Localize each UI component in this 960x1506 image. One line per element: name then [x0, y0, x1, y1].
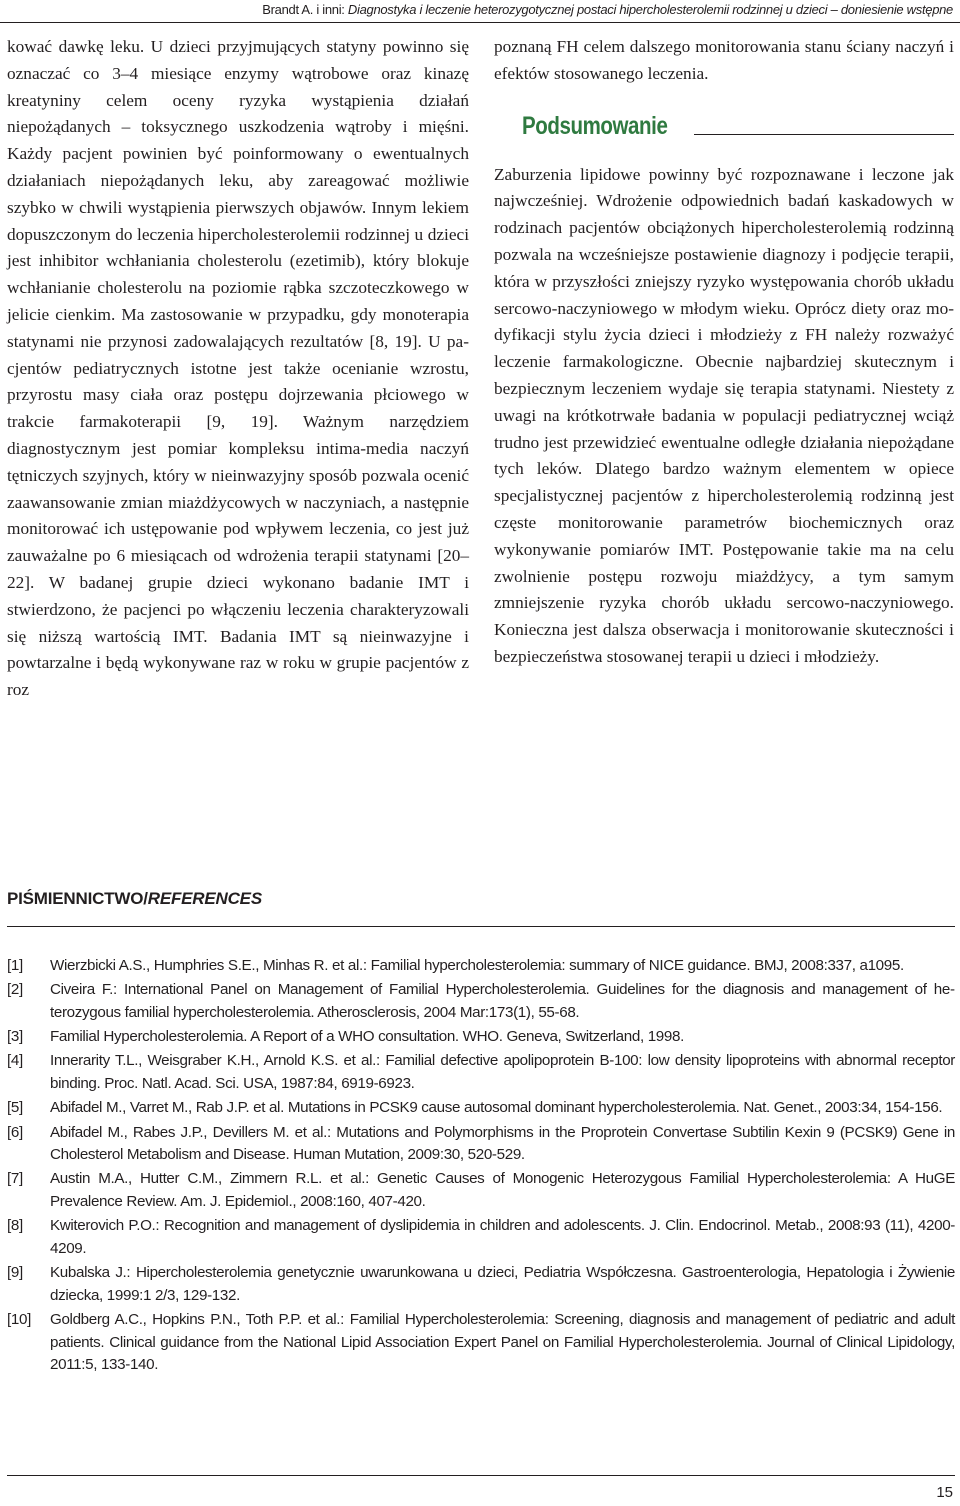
reference-item	[7, 1215, 955, 1260]
reference-item	[7, 1097, 955, 1120]
reference-text: Innerarity T.L., Weisgraber K.H., Arnold K.S. et al.: Familial defective apolipoprotein B-100: low density lipoproteins with abnormal receptor binding. Proc. Natl. Acad. Sci. USA, 1987:84, 6919-6923.	[50, 1052, 955, 1093]
references-title	[7, 889, 262, 909]
reference-number: [1]	[7, 957, 23, 974]
section-heading-rule	[694, 134, 954, 135]
reference-text: Wierzbicki A.S., Humphries S.E., Minhas R. et al.: Familial hypercholesterolemia: summary of NICE guidance. BMJ, 2008:337, a1095.	[50, 957, 904, 974]
reference-item	[7, 1122, 955, 1167]
section-heading	[494, 110, 954, 144]
references-list	[7, 955, 955, 1379]
references-title-plain: PIŚMIENNICTWO/	[7, 889, 148, 908]
reference-item	[7, 979, 955, 1024]
section-title: Podsumowanie	[522, 110, 671, 142]
page-number: 15	[936, 1484, 953, 1501]
reference-number: [8]	[7, 1217, 23, 1235]
reference-text: Familial Hypercholesterolemia. A Report of a WHO consultation. WHO. Geneva, Switzerland, 1998.	[50, 1028, 684, 1046]
reference-item	[7, 1026, 955, 1049]
reference-item	[7, 1309, 955, 1377]
right-column-intro: poznaną FH celem dalszego monitorowania stanu ściany naczyń i efektów stosowanego leczenia.	[494, 37, 954, 83]
reference-number: [4]	[7, 1052, 23, 1070]
reference-number: [10]	[7, 1311, 31, 1329]
reference-item	[7, 1168, 955, 1213]
left-column-paragraph: kować dawkę leku. U dzieci przyjmujących statyny powinno się oznaczać co 3–4 miesiące enzymy wątrobowe oraz kinazę kreatyniny celem oceny ryzyka wystąpienia działań niepożądanych – toksycznego uszkodzenia wątroby i mięśni. Każdy pacjent powinien być poinformowany o ewentualnych działaniach niepożądanych leku, aby zareagować możliwie szybko w chwili wystąpienia pierwszych objawów. Innym lekiem dopuszczonym do leczenia hipercholesterolemii rodzinnej u dzieci jest inhibitor wchłaniania cholesterolu (ezetimib), który blokuje wchłanianie cholesterolu na poziomie rąbka szczoteczkowego w jelicie cienkim. Ma zastosowanie w przypadku, gdy monoterapia statynami nie przynosi zadowalających rezultatów [8, 19]. U pacjentów pediatrycznych istotne jest także ocenianie wzrostu, przyrostu masy ciała oraz postępu dojrzewania płciowego w trakcie farmakoterapii [9, 19]. Ważnym narzędziem diagnostycznym jest pomiar kompleksu intima-media naczyń tętniczych szyjnych, który w nieinwazyjny sposób pozwala ocenić zaawansowanie zmian miażdżycowych w naczyniach, a następnie monitorować ich ustępowanie pod wpływem leczenia, co jest już zauważalne po 6 miesiącach od wdrożenia terapii statynami [20–22]. W badanej grupie dzieci wykonano badanie IMT i stwierdzono, że pacjenci po włączeniu leczenia charakteryzowali się niższą wartością IMT. Badania IMT są nieinwazyjne i powtarzalne i będą wykonywane raz w roku w grupie pacjentów z roz	[7, 37, 469, 700]
running-header-text	[262, 2, 953, 17]
right-column	[494, 34, 954, 671]
references-rule	[7, 926, 955, 927]
reference-text: Kwiterovich P.O.: Recognition and management of dyslipidemia in children and adolescents. J. Clin. Endocrinol. Metab., 2008:93 (11), 4200-4209.	[50, 1217, 955, 1257]
reference-number: [2]	[7, 981, 23, 999]
reference-number: [7]	[7, 1170, 23, 1188]
reference-number: [6]	[7, 1123, 23, 1141]
reference-item	[7, 1262, 955, 1307]
header-title: Diagnostyka i leczenie heterozygotycznej postaci hipercholesterolemii rodzinnej u dzieci – doniesienie wstępne	[347, 2, 953, 17]
reference-text: Civeira F.: International Panel on Management of Familial Hypercholesterolemia. Guidelines for the diagnosis and management of heterozygous familial hypercholesterolemia. Atherosclerosis, 2004 Mar:173(1), 55-68.	[50, 981, 955, 1021]
reference-text: Goldberg A.C., Hopkins P.N., Toth P.P. et al.: Familial Hypercholesterolemia: Screening, diagnosis and management of pediatric and adult patients. Clinical guidance from the National Lipid Association Expert Panel on Familial Hypercholesterolemia. Journal of Clinical Lipidology, 2011:5, 133-140.	[50, 1311, 955, 1374]
running-header	[0, 0, 960, 23]
reference-number: [3]	[7, 1028, 23, 1046]
section-body: Zaburzenia lipidowe powinny być rozpoznawane i leczone jak najwcześniej. Wdrożenie odpowiednich badań kaskadowych w rodzinach pacjentów obciążonych hipercholesterolemią rodzinną pozwala na wcześniejsze postawienie diagnozy i podjęcie terapii, która w przyszłości zniejszy ryzyko występowania chorób układu sercowo-naczyniowego w młodym wieku. Oprócz diety oraz modyfikacji stylu życia dzieci i młodzieży z FH należy rozważyć leczenie farmakologiczne. Obecnie najbardziej skutecznym i bezpiecznym leczeniem wydaje się terapia statynami. Niestety z uwagi na krótkotrwałe badania w populacji pediatrycznej wciąż trudno jest przewidzieć ewentualne odległe działania niepożądane tych leków. Dlatego bardzo ważnym elementem w opiece specjalistycznej pacjentów z hipercholesterolemią rodzinną jest częste monitorowanie parametrów biochemicznych oraz wykonywanie pomiarów IMT. Postępowanie takie ma na celu zwolnienie postępu rozwoju miażdżycy, a tym samym zmniejszenie ryzyka chorób układu sercowo-naczyniowego. Konieczna jest dalsza obserwacja i monitorowanie skuteczności i bezpieczeństwa stosowanej terapii u dzieci i młodzieży.	[494, 164, 954, 666]
left-column	[7, 34, 469, 704]
header-authors: Brandt A. i inni:	[262, 2, 348, 17]
reference-item	[7, 1050, 955, 1095]
reference-item	[7, 955, 955, 978]
reference-text: Abifadel M., Rabes J.P., Devillers M. et al.: Mutations and Polymorphisms in the Proprotein Convertase Subtilin Kexin 9 (PCSK9) Gene in Cholesterol Metabolism and Disease. Human Mutation, 2009:30, 520-529.	[50, 1123, 955, 1164]
footer-rule	[7, 1475, 955, 1476]
reference-number: [5]	[7, 1099, 23, 1117]
references-title-italic: REFERENCES	[147, 889, 262, 908]
reference-number: [9]	[7, 1264, 23, 1282]
reference-text: Abifadel M., Varret M., Rab J.P. et al. Mutations in PCSK9 cause autosomal dominant hypercholesterolemia. Nat. Genet., 2003:34, 154-156.	[50, 1099, 943, 1117]
reference-text: Austin M.A., Hutter C.M., Zimmern R.L. et al.: Genetic Causes of Monogenic Heterozygous Familial Hypercholesterolemia: A HuGE Prevalence Review. Am. J. Epidemiol., 2008:160, 407-420.	[50, 1170, 955, 1211]
reference-text: Kubalska J.: Hipercholesterolemia genetycznie uwarunkowana u dzieci, Pediatria Współczesna. Gastroenterologia, Hepatologia i Żywienie dziecka, 1999:1 2/3, 129-132.	[50, 1264, 955, 1304]
